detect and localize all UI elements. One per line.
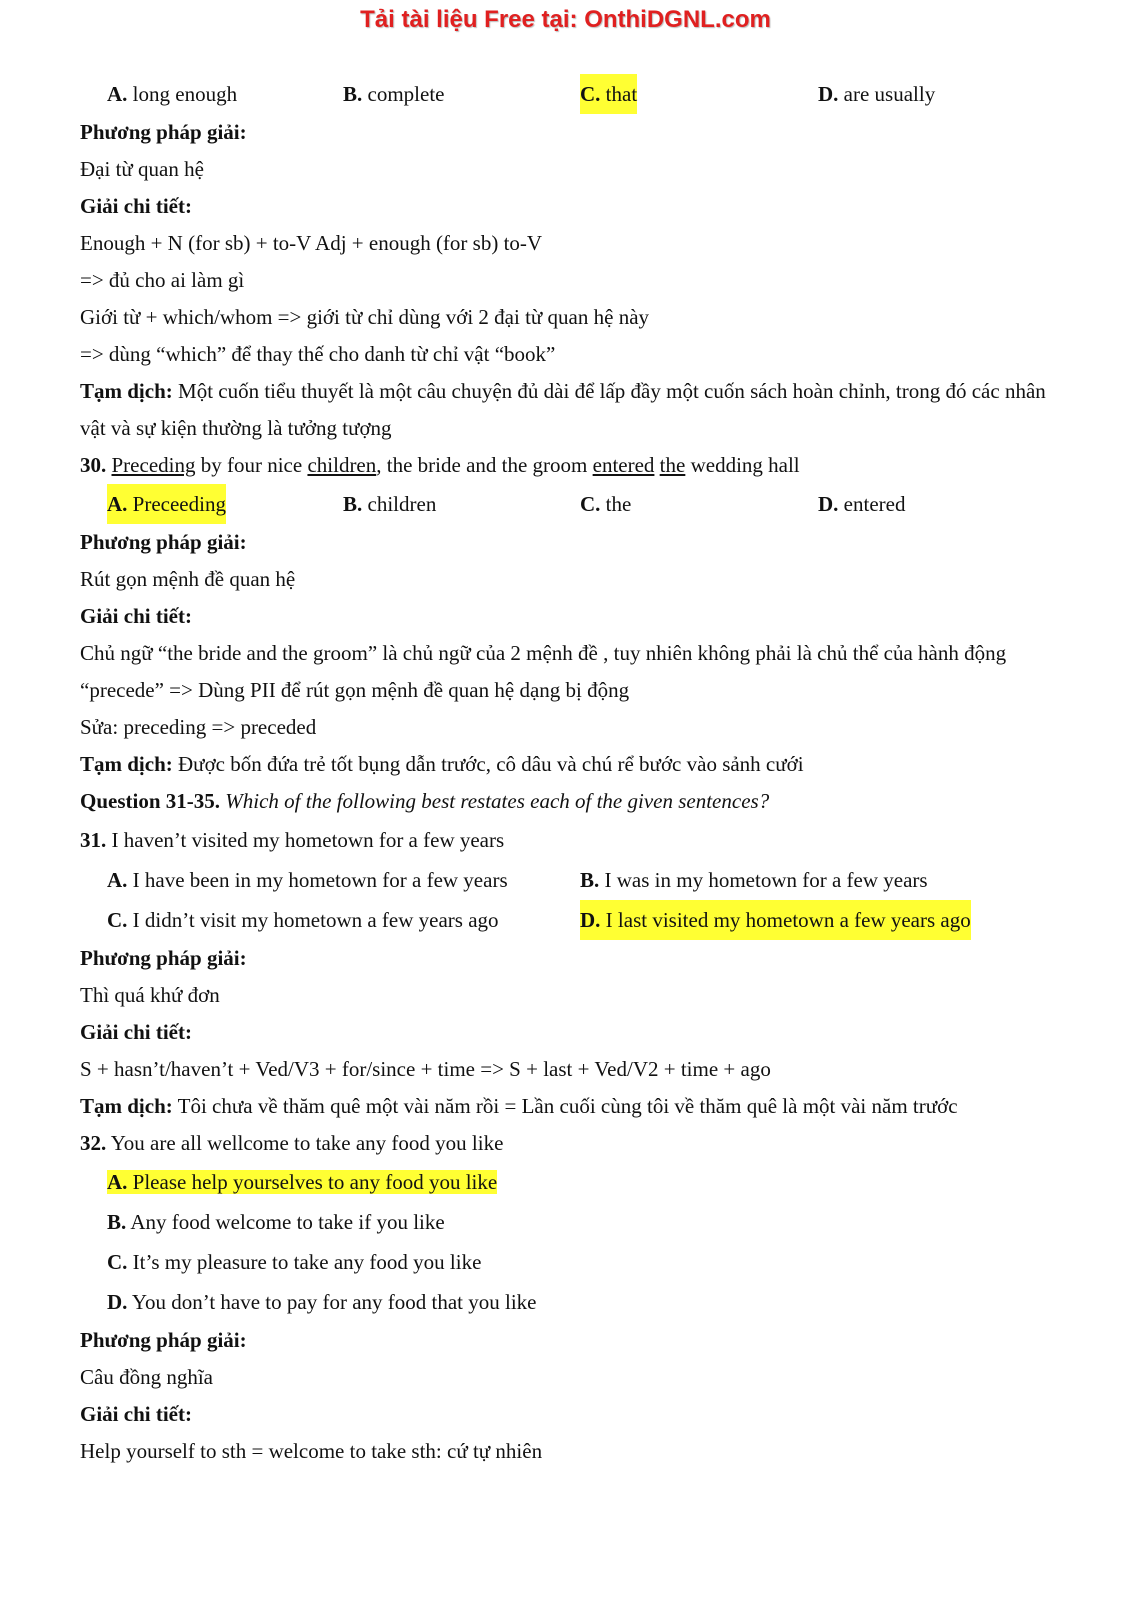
q29-option-b: B. complete <box>343 82 445 106</box>
q31-option-b: B. I was in my hometown for a few years <box>580 868 928 892</box>
q29-option-d: D. are usually <box>818 82 936 106</box>
q30-option-d: D. entered <box>818 492 906 516</box>
q32-detail: Help yourself to sth = welcome to take sth: cứ tự nhiên <box>80 1439 543 1463</box>
q32-method: Câu đồng nghĩa <box>80 1365 213 1389</box>
q29-method: Đại từ quan hệ <box>80 157 204 181</box>
document-page <box>80 74 1060 1470</box>
q30-option-c: C. the <box>580 492 632 516</box>
q29-detail-heading: Giải chi tiết: <box>80 194 192 218</box>
q30-method: Rút gọn mệnh đề quan hệ <box>80 567 296 591</box>
q29-method-heading: Phương pháp giải: <box>80 120 247 144</box>
q32-option-b: B. Any food welcome to take if you like <box>107 1210 445 1234</box>
section-heading: Question 31-35. Which of the following best restates each of the given sentences? <box>80 789 770 813</box>
q30-detail-heading: Giải chi tiết: <box>80 604 192 628</box>
q30-option-b: B. children <box>343 492 437 516</box>
q31-option-a: A. I have been in my hometown for a few years <box>107 868 508 892</box>
q32-method-heading: Phương pháp giải: <box>80 1328 247 1352</box>
q31-options-row-2 <box>80 900 1060 940</box>
q31-translation: Tạm dịch: Tôi chưa về thăm quê một vài năm rồi = Lần cuối cùng tôi về thăm quê là một vài năm trước <box>80 1094 958 1118</box>
q31-method: Thì quá khứ đơn <box>80 983 220 1007</box>
q29-option-c-answer: C. that <box>580 74 637 114</box>
q29-detail-line-2: => đủ cho ai làm gì <box>80 268 245 292</box>
q32-option-a-row <box>80 1162 1060 1202</box>
q32-option-c: C. It’s my pleasure to take any food you like <box>107 1250 482 1274</box>
q30-options <box>80 484 1060 524</box>
q29-option-a: A. long enough <box>107 82 238 106</box>
q31-method-heading: Phương pháp giải: <box>80 946 247 970</box>
q30-translation: Tạm dịch: Được bốn đứa trẻ tốt bụng dẫn trước, cô dâu và chú rể bước vào sảnh cưới <box>80 752 804 776</box>
q31-stem: 31. I haven’t visited my hometown for a few years <box>80 828 505 852</box>
q30-option-a-answer: A. Preceeding <box>107 484 226 524</box>
q29-detail-line-4: => dùng “which” để thay thế cho danh từ chỉ vật “book” <box>80 342 556 366</box>
q30-underlined-preceding: Preceding <box>111 453 196 477</box>
q29-options <box>80 74 1060 114</box>
q31-options-row-1 <box>80 860 1060 900</box>
q30-underlined-the: the <box>659 453 686 477</box>
q30-detail-line-2: Sửa: preceding => preceded <box>80 715 317 739</box>
q29-detail-line-1: Enough + N (for sb) + to-V Adj + enough (for sb) to-V <box>80 231 543 255</box>
q31-option-c: C. I didn’t visit my hometown a few years ago <box>107 908 499 932</box>
q32-option-d: D. You don’t have to pay for any food that you like <box>107 1290 537 1314</box>
q30-method-heading: Phương pháp giải: <box>80 530 247 554</box>
q32-stem: 32. You are all wellcome to take any food you like <box>80 1131 504 1155</box>
q32-detail-heading: Giải chi tiết: <box>80 1402 192 1426</box>
q30-stem: 30. Preceding by four nice children, the bride and the groom entered the wedding hall <box>80 453 800 477</box>
q31-option-d-answer: D. I last visited my hometown a few years ago <box>580 900 971 940</box>
q29-detail-line-3: Giới từ + which/whom => giới từ chỉ dùng với 2 đại từ quan hệ này <box>80 305 650 329</box>
q30-underlined-entered: entered <box>592 453 655 477</box>
q30-detail-line-1: Chủ ngữ “the bride and the groom” là chủ ngữ của 2 mệnh đề , tuy nhiên không phải là chủ thể của hành động “precede” => Dùng PII để rút gọn mệnh đề quan hệ dạng bị động <box>80 641 1007 702</box>
q31-detail: S + hasn’t/haven’t + Ved/V3 + for/since + time => S + last + Ved/V2 + time + ago <box>80 1057 771 1081</box>
q30-underlined-children: children <box>307 453 377 477</box>
download-banner[interactable]: Tải tài liệu Free tại: OnthiDGNL.com <box>360 6 771 33</box>
q31-detail-heading: Giải chi tiết: <box>80 1020 192 1044</box>
q32-option-a-answer: A. Please help yourselves to any food you like <box>107 1170 498 1194</box>
q29-translation: Tạm dịch: Một cuốn tiểu thuyết là một câu chuyện đủ dài để lấp đầy một cuốn sách hoàn chỉnh, trong đó các nhân vật và sự kiện thường là tưởng tượng <box>80 379 1046 440</box>
